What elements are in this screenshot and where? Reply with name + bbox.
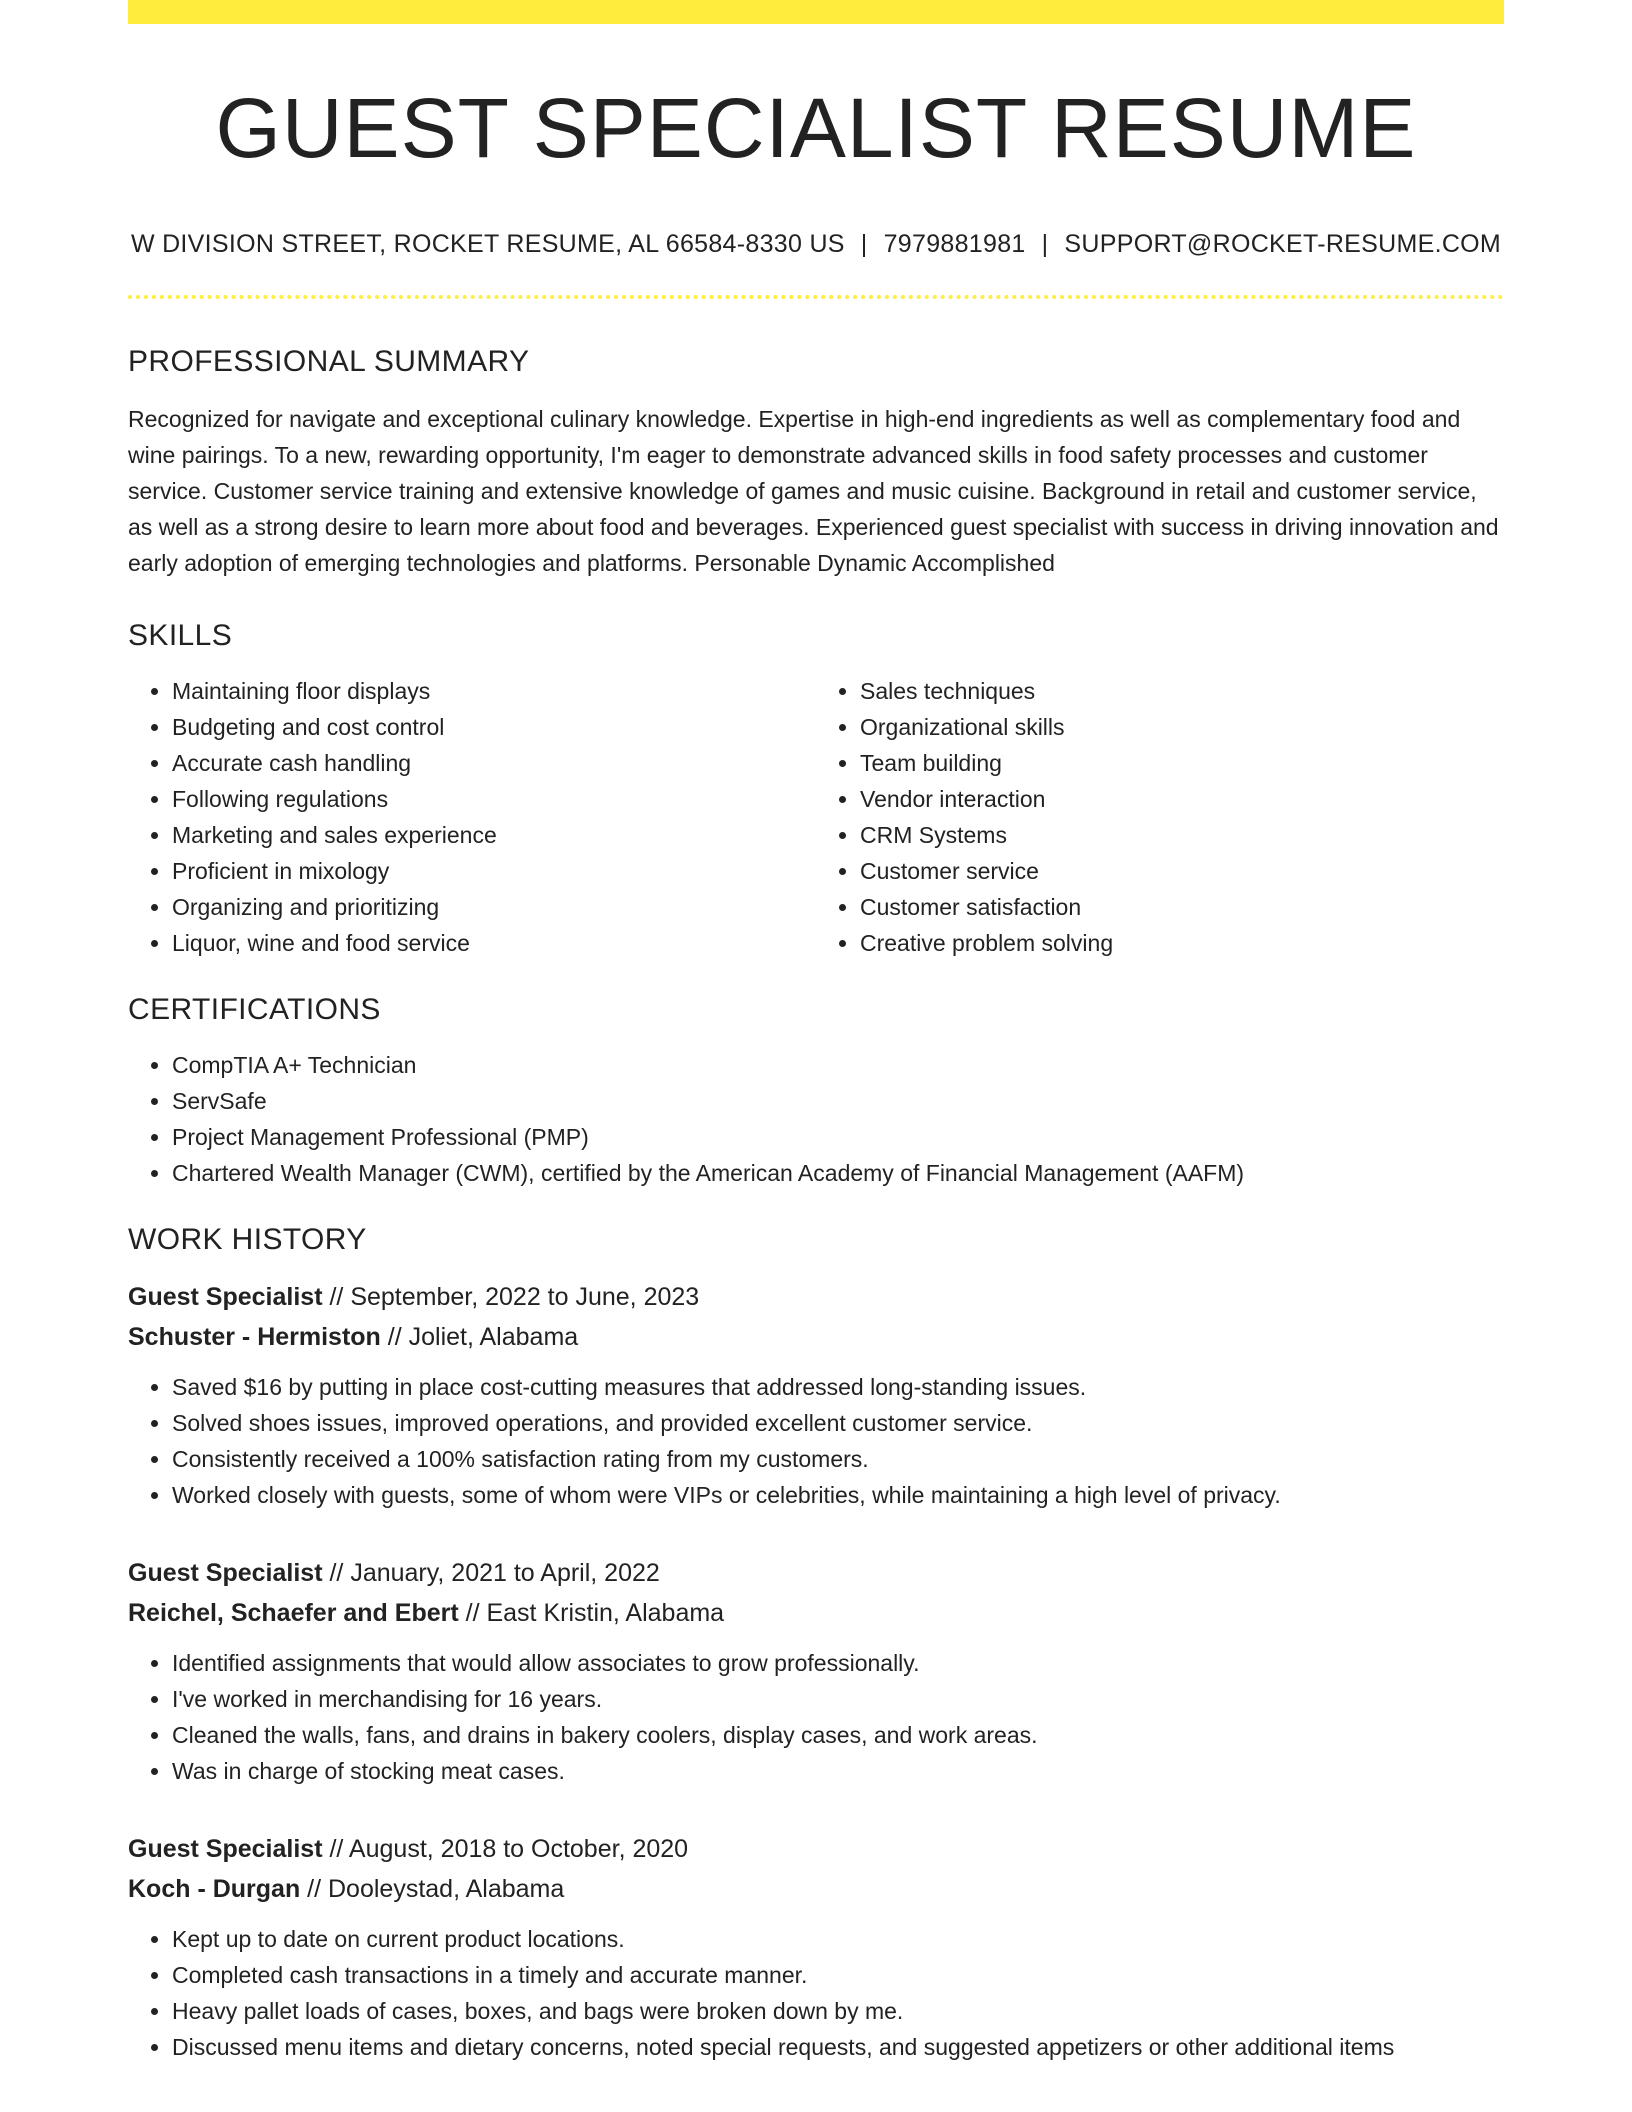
- job-duty: • Was in charge of stocking meat cases.: [172, 1753, 1504, 1789]
- job-duties: [128, 1921, 1504, 2065]
- job-company: Reichel, Schaefer and Ebert: [128, 1599, 459, 1628]
- job-title-line: [128, 1277, 1504, 1317]
- job-location: // Joliet, Alabama: [380, 1323, 579, 1352]
- skill-item: • Marketing and sales experience: [172, 817, 816, 853]
- job-duty: • Kept up to date on current product locations.: [172, 1921, 1504, 1957]
- skill-item: • Customer satisfaction: [860, 889, 1504, 925]
- certifications-list: [128, 1047, 1504, 1191]
- skill-item: • Liquor, wine and food service: [172, 925, 816, 961]
- skill-item: • Creative problem solving: [860, 925, 1504, 961]
- job-duty: • Solved shoes issues, improved operations, and provided excellent customer service.: [172, 1405, 1504, 1441]
- skill-item: • Customer service: [860, 853, 1504, 889]
- job-entry: [128, 1277, 1504, 1513]
- job-duty: • Consistently received a 100% satisfaction rating from my customers.: [172, 1441, 1504, 1477]
- job-duties: [128, 1645, 1504, 1789]
- job-entry: [128, 1829, 1504, 2065]
- contact-address: W DIVISION STREET, ROCKET RESUME, AL 66584-8330 US: [130, 230, 845, 259]
- job-location: // East Kristin, Alabama: [458, 1599, 725, 1628]
- job-duties: [128, 1369, 1504, 1513]
- dotted-divider: [128, 295, 1504, 299]
- certification-item: • Chartered Wealth Manager (CWM), certified by the American Academy of Financial Management (AAFM): [172, 1155, 1504, 1191]
- skills-columns: [128, 673, 1504, 961]
- skill-item: • Following regulations: [172, 781, 816, 817]
- skills-heading: SKILLS: [128, 619, 233, 653]
- contact-email: SUPPORT@ROCKET-RESUME.COM: [1064, 230, 1502, 259]
- skill-item: • Maintaining floor displays: [172, 673, 816, 709]
- certification-item: • Project Management Professional (PMP): [172, 1119, 1504, 1155]
- job-company-line: [128, 1593, 1504, 1633]
- job-duty: • Worked closely with guests, some of whom were VIPs or celebrities, while maintaining a high level of privacy.: [172, 1477, 1504, 1513]
- summary-text: Recognized for navigate and exceptional culinary knowledge. Expertise in high-end ingredients as well as complementary food and wine pairings. To a new, rewarding opportunity, I'm eager to demonstrate advanced skills in food safety processes and customer service. Customer service training and extensive knowledge of games and music cuisine. Background in retail and customer service, as well as a strong desire to learn more about food and beverages. Experienced guest specialist with success in driving innovation and early adoption of emerging technologies and platforms. Personable Dynamic Accomplished: [128, 406, 1499, 577]
- work-history-heading: WORK HISTORY: [128, 1223, 367, 1257]
- job-duty: • Cleaned the walls, fans, and drains in bakery coolers, display cases, and work areas.: [172, 1717, 1504, 1753]
- skill-item: • Team building: [860, 745, 1504, 781]
- skill-item: • Accurate cash handling: [172, 745, 816, 781]
- certification-item: • CompTIA A+ Technician: [172, 1047, 1504, 1083]
- contact-line: [128, 230, 1504, 259]
- contact-separator: |: [860, 230, 868, 259]
- job-duty: • Identified assignments that would allow associates to grow professionally.: [172, 1645, 1504, 1681]
- skill-item: • CRM Systems: [860, 817, 1504, 853]
- contact-separator: |: [1041, 230, 1049, 259]
- job-title: Guest Specialist: [128, 1835, 323, 1864]
- skill-item: • Proficient in mixology: [172, 853, 816, 889]
- job-company-line: [128, 1869, 1504, 1909]
- job-title-line: [128, 1553, 1504, 1593]
- contact-phone: 7979881981: [883, 230, 1026, 259]
- skill-item: • Vendor interaction: [860, 781, 1504, 817]
- skill-item: • Budgeting and cost control: [172, 709, 816, 745]
- job-company-line: [128, 1317, 1504, 1357]
- job-dates: // January, 2021 to April, 2022: [322, 1559, 660, 1588]
- job-title: Guest Specialist: [128, 1283, 323, 1312]
- summary-heading: PROFESSIONAL SUMMARY: [128, 345, 530, 379]
- skill-item: • Organizing and prioritizing: [172, 889, 816, 925]
- certification-item: • ServSafe: [172, 1083, 1504, 1119]
- certifications-heading: CERTIFICATIONS: [128, 993, 381, 1027]
- skills-list-left: [128, 673, 816, 961]
- job-company: Schuster - Hermiston: [128, 1323, 381, 1352]
- job-duty: • Discussed menu items and dietary concerns, noted special requests, and suggested appetizers or other additional items: [172, 2029, 1504, 2065]
- job-dates: // September, 2022 to June, 2023: [322, 1283, 700, 1312]
- resume-page: [128, 0, 1504, 2065]
- job-location: // Dooleystad, Alabama: [300, 1875, 565, 1904]
- job-title: Guest Specialist: [128, 1559, 323, 1588]
- resume-title: GUEST SPECIALIST RESUME: [215, 81, 1417, 175]
- job-duty: • Heavy pallet loads of cases, boxes, and bags were broken down by me.: [172, 1993, 1504, 2029]
- job-duty: • Completed cash transactions in a timely and accurate manner.: [172, 1957, 1504, 1993]
- job-entry: [128, 1553, 1504, 1789]
- skill-item: • Sales techniques: [860, 673, 1504, 709]
- job-dates: // August, 2018 to October, 2020: [322, 1835, 689, 1864]
- accent-top-bar: [128, 0, 1504, 24]
- job-duty: • Saved $16 by putting in place cost-cutting measures that addressed long-standing issues.: [172, 1369, 1504, 1405]
- skills-list-right: [816, 673, 1504, 961]
- job-duty: • I've worked in merchandising for 16 years.: [172, 1681, 1504, 1717]
- skill-item: • Organizational skills: [860, 709, 1504, 745]
- job-title-line: [128, 1829, 1504, 1869]
- job-company: Koch - Durgan: [128, 1875, 301, 1904]
